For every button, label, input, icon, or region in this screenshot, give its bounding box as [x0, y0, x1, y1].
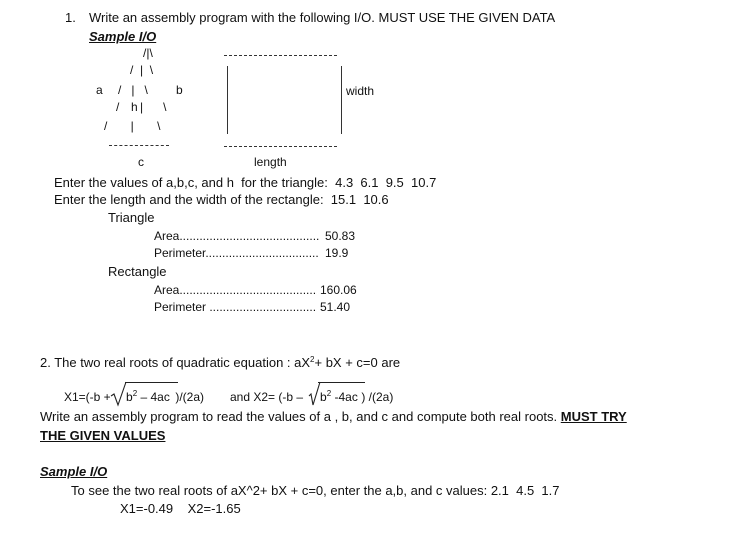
rectangle-top-line — [224, 55, 337, 56]
rectangle-perimeter-value: 51.40 — [320, 300, 351, 314]
triangle-height-label: h — [131, 100, 138, 114]
q2-instruction-emphasis-2: THE GIVEN VALUES — [40, 428, 166, 443]
triangle-base-c-label: c — [138, 155, 144, 169]
x1-radicand-exponent: 2 — [132, 389, 138, 398]
x1-formula-suffix: )/(2a) — [172, 390, 205, 404]
rectangle-area-value: 160.06 — [320, 283, 357, 297]
x1-formula-prefix: X1=(-b + — [64, 390, 111, 404]
triangle-side-b-label: b — [176, 83, 183, 97]
x2-formula-prefix: and X2= (-b – — [230, 390, 304, 404]
triangle-row-2: / | \ — [130, 63, 154, 77]
rectangle-heading: Rectangle — [108, 264, 167, 279]
x1-radicand — [126, 391, 170, 403]
triangle-base-line — [109, 145, 169, 146]
q2-instruction-main: Write an assembly program to read the values of a , b, and c and compute both real roots. — [40, 409, 561, 424]
x1-sqrt-bar — [125, 382, 178, 383]
rectangle-area-label: Area......................................... — [154, 283, 317, 297]
triangle-area-value: 50.83 — [325, 229, 356, 243]
triangle-row-4-left: / — [116, 100, 120, 114]
q2-prompt: To see the two real roots of aX^2+ bX + c=0, enter the a,b, and c values: 2.1 4.5 1.7 — [71, 483, 560, 498]
rectangle-perimeter-label: Perimeter ................................ — [154, 300, 317, 314]
q2-intro-exponent: 2 — [310, 355, 315, 364]
triangle-perimeter-label: Perimeter.................................. — [154, 246, 319, 260]
x2-sqrt-bar — [318, 382, 365, 383]
q1-prompt-rectangle: Enter the length and the width of the rectangle: 15.1 10.6 — [54, 192, 389, 207]
rectangle-length-label: length — [254, 155, 287, 169]
q2-instruction — [40, 410, 627, 423]
rectangle-right-side — [341, 66, 342, 134]
rectangle-width-label: width — [346, 84, 375, 98]
q2-intro-main: 2. The two real roots of quadratic equation : aX — [40, 355, 311, 370]
q2-instruction-emphasis-1: MUST TRY — [560, 409, 627, 424]
q1-sample-heading: Sample I/O — [89, 29, 157, 44]
triangle-row-3: / | \ — [118, 83, 148, 97]
x2-radicand-b: b — [320, 390, 327, 404]
x2-formula-suffix: ) /(2a) — [358, 390, 394, 404]
q2-intro — [40, 356, 400, 369]
triangle-apex: /|\ — [143, 46, 153, 60]
triangle-heading: Triangle — [108, 210, 155, 225]
triangle-perimeter-value: 19.9 — [325, 246, 349, 260]
q2-intro-rest: + bX + c=0 are — [314, 355, 401, 370]
q2-result: X1=-0.49 X2=-1.65 — [120, 501, 241, 516]
x2-radicand-rest: -4ac — [331, 390, 358, 404]
q1-prompt-triangle: Enter the values of a,b,c, and h for the triangle: 4.3 6.1 9.5 10.7 — [54, 175, 437, 190]
triangle-area-label: Area.......................................... — [154, 229, 320, 243]
x1-radicand-b: b — [126, 390, 133, 404]
q2-sample-heading: Sample I/O — [40, 464, 108, 479]
q1-number: 1. — [65, 10, 76, 25]
rectangle-left-side — [227, 66, 228, 134]
triangle-side-a-label: a — [96, 83, 103, 97]
x2-radicand — [320, 391, 358, 403]
triangle-row-5: / | \ — [104, 119, 161, 133]
x2-radicand-exponent: 2 — [326, 389, 332, 398]
rectangle-bottom-line — [224, 146, 337, 147]
x1-radicand-rest: – 4ac — [137, 390, 170, 404]
triangle-row-4-right: | \ — [140, 100, 167, 114]
q1-instruction: Write an assembly program with the following I/O. MUST USE THE GIVEN DATA — [89, 10, 556, 25]
